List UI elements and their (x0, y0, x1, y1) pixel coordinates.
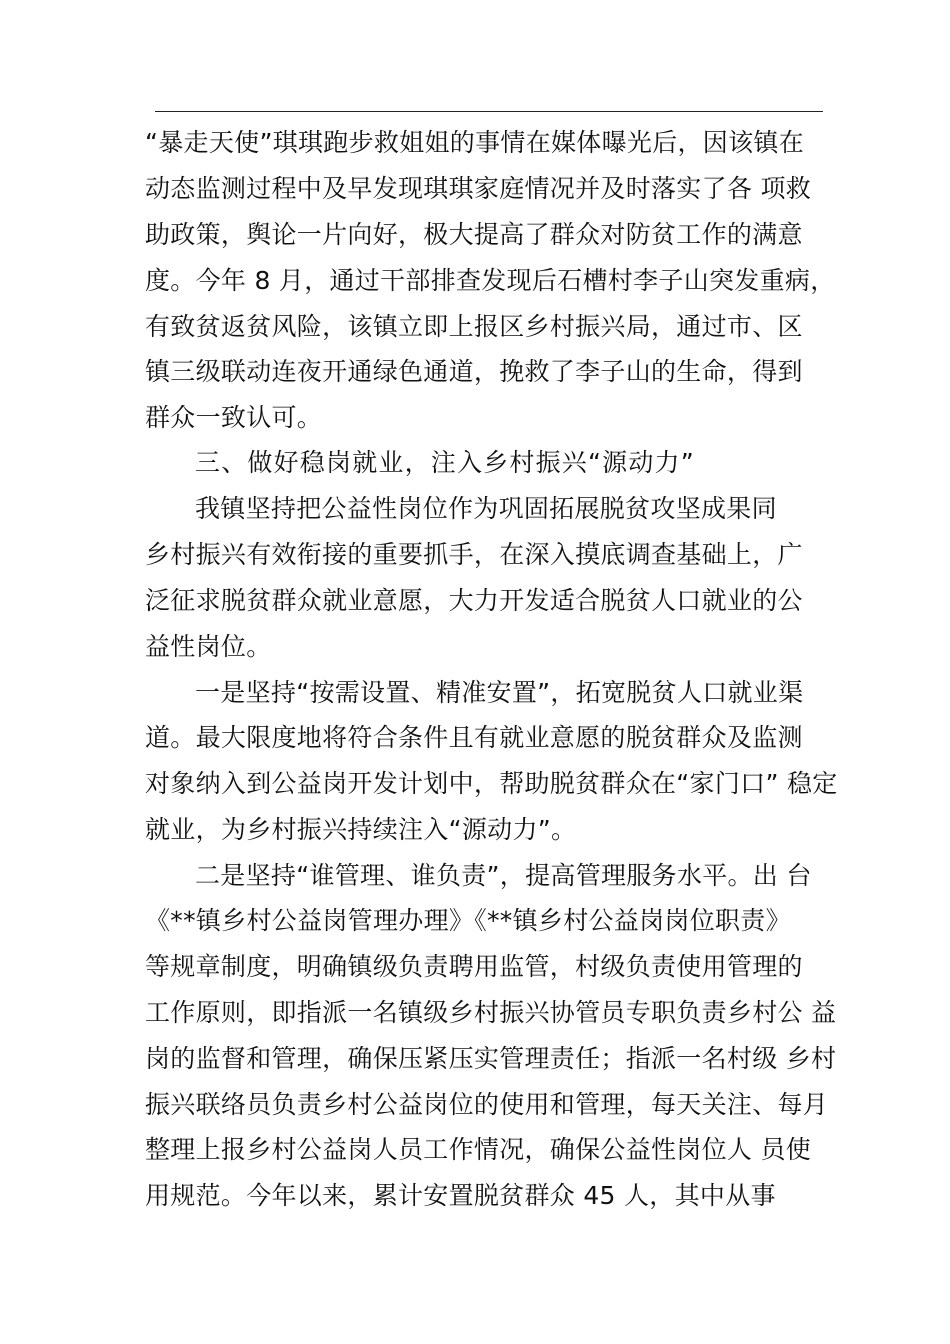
paragraph-line: 动态监测过程中及早发现琪琪家庭情况并及时落实了各 项救 (145, 174, 812, 203)
paragraph-line: 岗的监督和管理，确保压紧压实管理责任；指派一名村级 乡村 (145, 1044, 837, 1073)
paragraph-line: 《**镇乡村公益岗管理办理》《**镇乡村公益岗岗位职责》 (145, 906, 791, 935)
paragraph-line: “暴走天使”琪琪跑步救姐姐的事情在媒体曝光后，因该镇在 (145, 128, 805, 157)
paragraph-line: 用规范。今年以来，累计安置脱贫群众 45 人，其中从事 (145, 1181, 776, 1210)
paragraph-line: 一是坚持“按需设置、精准安置”，拓宽脱贫人口就业渠 (195, 678, 804, 707)
paragraph-line: 有致贫返贫风险，该镇立即上报区乡村振兴局，通过市、区 (145, 312, 803, 341)
paragraph-line: 二是坚持“谁管理、谁负责”，提高管理服务水平。出 台 (195, 861, 812, 890)
paragraph-line: 就业，为乡村振兴持续注入“源动力”。 (145, 815, 577, 844)
paragraph-line: 镇三级联动连夜开通绿色通道，挽救了李子山的生命，得到 (145, 357, 803, 386)
paragraph-line: 益性岗位。 (145, 632, 272, 661)
paragraph-line: 度。今年 8 月，通过干部排查发现后石槽村李子山突发重病， (145, 266, 836, 295)
paragraph-line: 泛征求脱贫群众就业意愿，大力开发适合脱贫人口就业的公 (145, 586, 803, 615)
paragraph-line: 对象纳入到公益岗开发计划中，帮助脱贫群众在“家门口” 稳定 (145, 769, 838, 798)
paragraph-line: 整理上报乡村公益岗人员工作情况，确保公益性岗位人 员使 (145, 1135, 812, 1164)
paragraph-line: 振兴联络员负责乡村公益岗位的使用和管理，每天关注、每月 (145, 1090, 829, 1119)
paragraph-line: 乡村振兴有效衔接的重要抓手，在深入摸底调查基础上，广 (145, 540, 803, 569)
paragraph-line: 工作原则，即指派一名镇级乡村振兴协管员专职负责乡村公 益 (145, 998, 837, 1027)
section-heading: 三、做好稳岗就业，注入乡村振兴“源动力” (195, 448, 695, 477)
paragraph-line: 道。最大限度地将符合条件且有就业意愿的脱贫群众及监测 (145, 723, 803, 752)
paragraph-line: 等规章制度，明确镇级负责聘用监管，村级负责使用管理的 (145, 952, 803, 981)
paragraph-line: 我镇坚持把公益性岗位作为巩固拓展脱贫攻坚成果同 (195, 494, 777, 523)
paragraph-line: 群众一致认可。 (145, 403, 323, 432)
paragraph-line: 助政策，舆论一片向好，极大提高了群众对防贫工作的满意 (145, 220, 803, 249)
